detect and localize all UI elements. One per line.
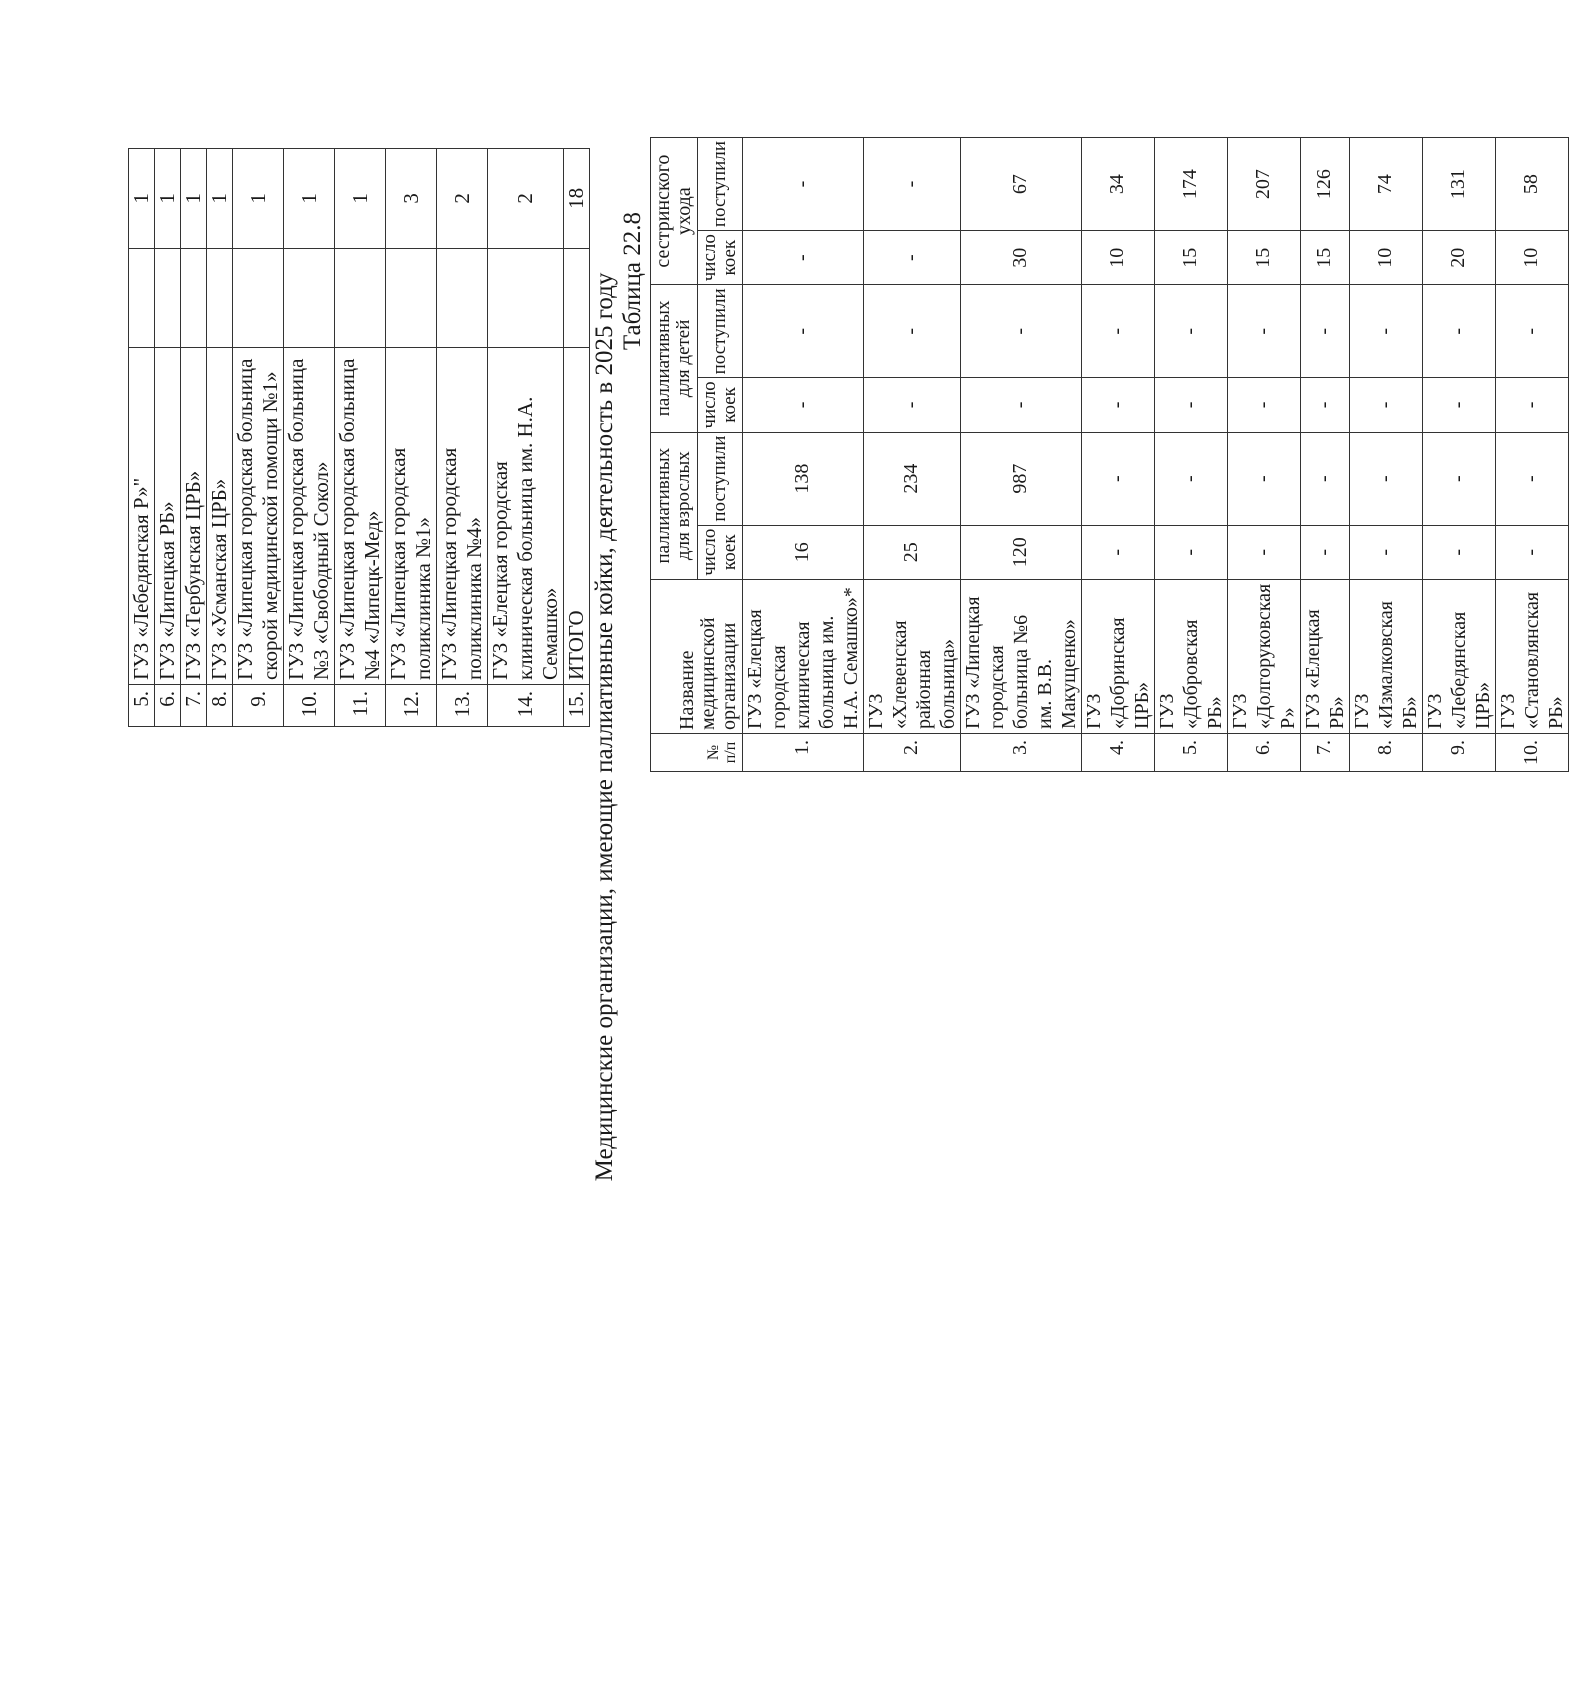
upper-row-number: 13. <box>437 685 488 727</box>
row-number: 5. <box>1154 734 1227 772</box>
upper-row-value: 1 <box>207 149 233 249</box>
upper-row-name: ГУЗ «Тербунская ЦРБ» <box>181 347 207 684</box>
header-children-beds: число коек <box>698 378 743 432</box>
row-adults-admitted: - <box>1349 432 1422 525</box>
upper-row-number: 10. <box>284 685 335 727</box>
row-adults-beds: - <box>1081 525 1154 579</box>
row-org-name: ГУЗ «Измалковская РБ» <box>1349 579 1422 733</box>
row-children-admitted: - <box>1300 285 1349 378</box>
upper-row-number: 14. <box>488 685 564 727</box>
row-number: 8. <box>1349 734 1422 772</box>
row-nursing-beds: 15 <box>1227 231 1300 285</box>
row-org-name: ГУЗ «Липецкая городская больница №6 им. В.В. Макущенко» <box>960 579 1081 733</box>
upper-row-value: 1 <box>155 149 181 249</box>
upper-row-blank <box>437 248 488 347</box>
upper-table-row <box>284 149 335 727</box>
row-nursing-admitted: 74 <box>1349 138 1422 231</box>
row-nursing-admitted: 34 <box>1081 138 1154 231</box>
row-org-name: ГУЗ «Добровская РБ» <box>1154 579 1227 733</box>
header-group-adults: паллиативных для взрослых <box>651 432 698 579</box>
table-row <box>863 138 960 772</box>
upper-row-value: 2 <box>488 149 564 249</box>
upper-row-number: 11. <box>335 685 386 727</box>
row-org-name: ГУЗ «Хлевенская районная больница» <box>863 579 960 733</box>
table-row <box>1422 138 1495 772</box>
upper-row-value: 1 <box>335 149 386 249</box>
row-children-beds: - <box>1495 378 1568 432</box>
table-row <box>1081 138 1154 772</box>
row-adults-beds: - <box>1422 525 1495 579</box>
upper-table <box>128 148 590 727</box>
row-adults-beds: - <box>1300 525 1349 579</box>
upper-row-blank <box>488 248 564 347</box>
row-adults-admitted: 138 <box>742 432 863 525</box>
upper-row-name: ГУЗ «Елецкая городская клиническая больница им. Н.А. Семашко» <box>488 347 564 684</box>
row-nursing-beds: 15 <box>1154 231 1227 285</box>
header-nursing-admitted: поступили <box>698 138 743 231</box>
upper-row-value: 1 <box>181 149 207 249</box>
upper-row-value: 1 <box>233 149 284 249</box>
upper-row-number: 7. <box>181 685 207 727</box>
upper-row-name: ГУЗ «Липецкая городская больница №4 «Липецк-Мед» <box>335 347 386 684</box>
upper-table-body <box>129 149 590 727</box>
upper-row-name: ГУЗ «Усманская ЦРБ» <box>207 347 233 684</box>
table-row <box>1300 138 1349 772</box>
row-number: 7. <box>1300 734 1349 772</box>
upper-table-row <box>386 149 437 727</box>
upper-row-number: 6. <box>155 685 181 727</box>
table-body <box>742 138 1568 772</box>
header-num: № п/п <box>651 734 743 772</box>
row-nursing-beds: - <box>863 231 960 285</box>
upper-row-name: ГУЗ «Липецкая городская больница №3 «Свободный Сокол» <box>284 347 335 684</box>
table-title: Медицинские организации, имеющие паллиативные койки, деятельность в 2025 году <box>591 272 618 1182</box>
upper-row-number: 15. <box>564 685 590 727</box>
table-row <box>1495 138 1568 772</box>
table-row <box>960 138 1081 772</box>
row-children-beds: - <box>1227 378 1300 432</box>
header-group-children: паллиативных для детей <box>651 285 698 432</box>
row-adults-beds: - <box>1495 525 1568 579</box>
row-children-beds: - <box>1154 378 1227 432</box>
row-number: 10. <box>1495 734 1568 772</box>
row-children-admitted: - <box>1081 285 1154 378</box>
row-nursing-beds: 10 <box>1081 231 1154 285</box>
table-row <box>1349 138 1422 772</box>
row-nursing-beds: 10 <box>1495 231 1568 285</box>
row-org-name: ГУЗ «Елецкая РБ» <box>1300 579 1349 733</box>
header-name: Название медицинской организации <box>651 579 743 733</box>
row-adults-admitted: - <box>1495 432 1568 525</box>
table-header <box>651 138 743 772</box>
row-adults-admitted: 987 <box>960 432 1081 525</box>
upper-row-blank <box>207 248 233 347</box>
row-nursing-admitted: 58 <box>1495 138 1568 231</box>
row-number: 6. <box>1227 734 1300 772</box>
upper-row-blank <box>564 248 590 347</box>
row-children-admitted: - <box>1422 285 1495 378</box>
row-adults-beds: 16 <box>742 525 863 579</box>
header-children-admitted: поступили <box>698 285 743 378</box>
upper-row-blank <box>233 248 284 347</box>
row-children-beds: - <box>863 378 960 432</box>
row-adults-beds: 25 <box>863 525 960 579</box>
row-children-beds: - <box>1349 378 1422 432</box>
row-nursing-beds: 30 <box>960 231 1081 285</box>
row-nursing-admitted: - <box>742 138 863 231</box>
upper-row-number: 8. <box>207 685 233 727</box>
row-adults-admitted: - <box>1081 432 1154 525</box>
row-children-beds: - <box>742 378 863 432</box>
upper-table-row <box>181 149 207 727</box>
palliative-beds-table <box>650 137 1569 772</box>
upper-table-row <box>564 149 590 727</box>
row-adults-beds: 120 <box>960 525 1081 579</box>
upper-row-name: ГУЗ «Липецкая городская поликлиника №1» <box>386 347 437 684</box>
upper-table-row <box>488 149 564 727</box>
upper-row-blank <box>284 248 335 347</box>
upper-table-row <box>233 149 284 727</box>
row-nursing-admitted: 207 <box>1227 138 1300 231</box>
upper-row-number: 9. <box>233 685 284 727</box>
upper-table-row <box>129 149 155 727</box>
upper-table-row <box>335 149 386 727</box>
table-row <box>1154 138 1227 772</box>
upper-table-row <box>207 149 233 727</box>
row-nursing-admitted: 174 <box>1154 138 1227 231</box>
upper-table-row <box>437 149 488 727</box>
row-adults-admitted: - <box>1422 432 1495 525</box>
upper-row-value: 2 <box>437 149 488 249</box>
upper-row-number: 12. <box>386 685 437 727</box>
row-number: 3. <box>960 734 1081 772</box>
upper-row-value: 18 <box>564 149 590 249</box>
upper-row-blank <box>181 248 207 347</box>
row-nursing-beds: 20 <box>1422 231 1495 285</box>
row-number: 9. <box>1422 734 1495 772</box>
row-nursing-admitted: 67 <box>960 138 1081 231</box>
row-children-admitted: - <box>960 285 1081 378</box>
row-org-name: ГУЗ «Елецкая городская клиническая больница им. Н.А. Семашко»* <box>742 579 863 733</box>
table-row <box>742 138 863 772</box>
row-children-admitted: - <box>1227 285 1300 378</box>
row-adults-admitted: - <box>1300 432 1349 525</box>
upper-row-blank <box>129 248 155 347</box>
header-adults-admitted: поступили <box>698 432 743 525</box>
row-org-name: ГУЗ «Лебедянская ЦРБ» <box>1422 579 1495 733</box>
row-nursing-admitted: 126 <box>1300 138 1349 231</box>
row-adults-admitted: - <box>1154 432 1227 525</box>
row-nursing-beds: 10 <box>1349 231 1422 285</box>
row-children-admitted: - <box>1495 285 1568 378</box>
upper-row-name: ГУЗ «Лебедянская Р»" <box>129 347 155 684</box>
row-children-admitted: - <box>863 285 960 378</box>
row-adults-beds: - <box>1227 525 1300 579</box>
header-adults-beds: число коек <box>698 525 743 579</box>
row-nursing-beds: - <box>742 231 863 285</box>
row-children-beds: - <box>1422 378 1495 432</box>
row-nursing-admitted: - <box>863 138 960 231</box>
row-children-admitted: - <box>1154 285 1227 378</box>
upper-row-name: ГУЗ «Липецкая городская поликлиника №4» <box>437 347 488 684</box>
header-nursing-beds: число коек <box>698 231 743 285</box>
row-number: 4. <box>1081 734 1154 772</box>
upper-row-name: ГУЗ «Липецкая РБ» <box>155 347 181 684</box>
upper-row-name: ИТОГО <box>564 347 590 684</box>
upper-row-value: 1 <box>129 149 155 249</box>
row-org-name: ГУЗ «Добринская ЦРБ» <box>1081 579 1154 733</box>
row-children-beds: - <box>1300 378 1349 432</box>
row-children-beds: - <box>960 378 1081 432</box>
row-children-admitted: - <box>742 285 863 378</box>
row-number: 1. <box>742 734 863 772</box>
row-org-name: ГУЗ «Долгоруковская Р» <box>1227 579 1300 733</box>
upper-row-blank <box>386 248 437 347</box>
upper-row-number: 5. <box>129 685 155 727</box>
table-row <box>1227 138 1300 772</box>
row-number: 2. <box>863 734 960 772</box>
row-adults-beds: - <box>1349 525 1422 579</box>
header-group-nursing: сестринского ухода <box>651 138 698 285</box>
row-adults-admitted: 234 <box>863 432 960 525</box>
row-nursing-beds: 15 <box>1300 231 1349 285</box>
row-children-beds: - <box>1081 378 1154 432</box>
row-nursing-admitted: 131 <box>1422 138 1495 231</box>
upper-row-blank <box>155 248 181 347</box>
upper-row-value: 3 <box>386 149 437 249</box>
row-adults-admitted: - <box>1227 432 1300 525</box>
upper-row-blank <box>335 248 386 347</box>
upper-table-row <box>155 149 181 727</box>
row-org-name: ГУЗ «Становлянская РБ» <box>1495 579 1568 733</box>
row-children-admitted: - <box>1349 285 1422 378</box>
row-adults-beds: - <box>1154 525 1227 579</box>
table-number: Таблица 22.8 <box>619 212 646 351</box>
upper-row-value: 1 <box>284 149 335 249</box>
upper-row-name: ГУЗ «Липецкая городская больница скорой медицинской помощи №1» <box>233 347 284 684</box>
